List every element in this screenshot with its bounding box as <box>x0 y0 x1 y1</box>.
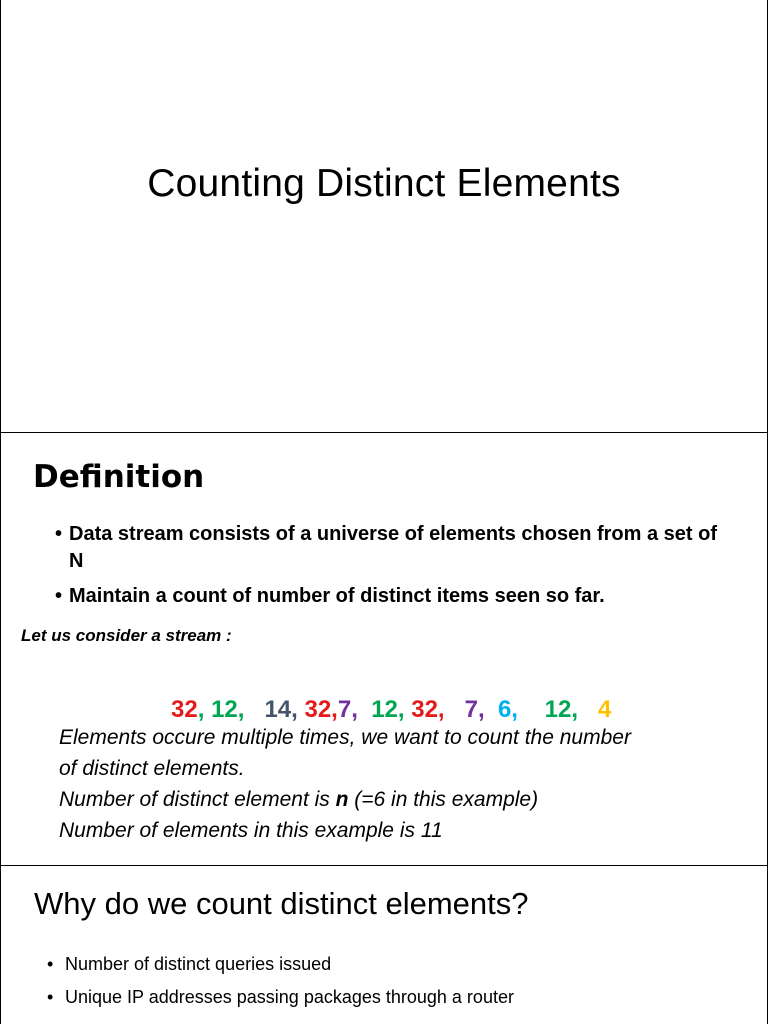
explanation-line: Elements occure multiple times, we want to count the number <box>59 726 631 749</box>
explanation-line: Number of elements in this example is 11 <box>59 819 443 842</box>
definition-bullet-text: Data stream consists of a universe of elements chosen from a set of N <box>69 523 717 572</box>
why-heading: Why do we count distinct elements? <box>34 886 529 921</box>
bullet-icon: • <box>55 523 63 545</box>
stream-token: 32, <box>404 696 445 723</box>
stream-token: 4 <box>578 696 612 723</box>
stream-token: 12, <box>517 696 579 723</box>
definition-bullet <box>55 521 735 575</box>
explanation-fragment: Number of distinct element is <box>59 788 336 811</box>
slide-why <box>0 865 768 1024</box>
stream-token: 12, <box>357 696 405 723</box>
why-bullet <box>47 952 514 976</box>
stream-token: 7, <box>444 696 485 723</box>
slide-title <box>0 0 768 434</box>
bullet-icon: • <box>47 987 54 1007</box>
why-bullet <box>47 985 514 1009</box>
definition-bullet-text: Maintain a count of number of distinct items seen so far. <box>69 585 605 607</box>
stream-token: 32, <box>297 696 338 723</box>
why-bullet-text: Number of distinct queries issued <box>65 954 332 974</box>
stream-token: 32 <box>171 696 198 723</box>
stream-token: 12, <box>211 696 245 723</box>
stream-intro: Let us consider a stream : <box>21 626 232 645</box>
stream-token: , <box>197 696 212 723</box>
why-bullet-list <box>47 952 514 1018</box>
stream-token: 7, <box>337 696 358 723</box>
bullet-icon: • <box>55 585 63 607</box>
explanation-text <box>59 722 739 846</box>
definition-bullet <box>55 583 735 610</box>
definition-heading: Definition <box>33 459 205 495</box>
slide-title-text: Counting Distinct Elements <box>147 162 621 205</box>
definition-bullet-list <box>55 521 735 618</box>
explanation-fragment: (=6 in this example) <box>348 788 539 811</box>
explanation-line <box>59 784 739 815</box>
bullet-icon: • <box>47 954 54 974</box>
why-bullet-text: Unique IP addresses passing packages through a router <box>65 987 514 1007</box>
stream-token: 6, <box>484 696 518 723</box>
explanation-line: of distinct elements. <box>59 757 245 780</box>
slide-definition <box>0 432 768 867</box>
variable-n: n <box>335 788 349 811</box>
stream-token: 14, <box>244 696 298 723</box>
